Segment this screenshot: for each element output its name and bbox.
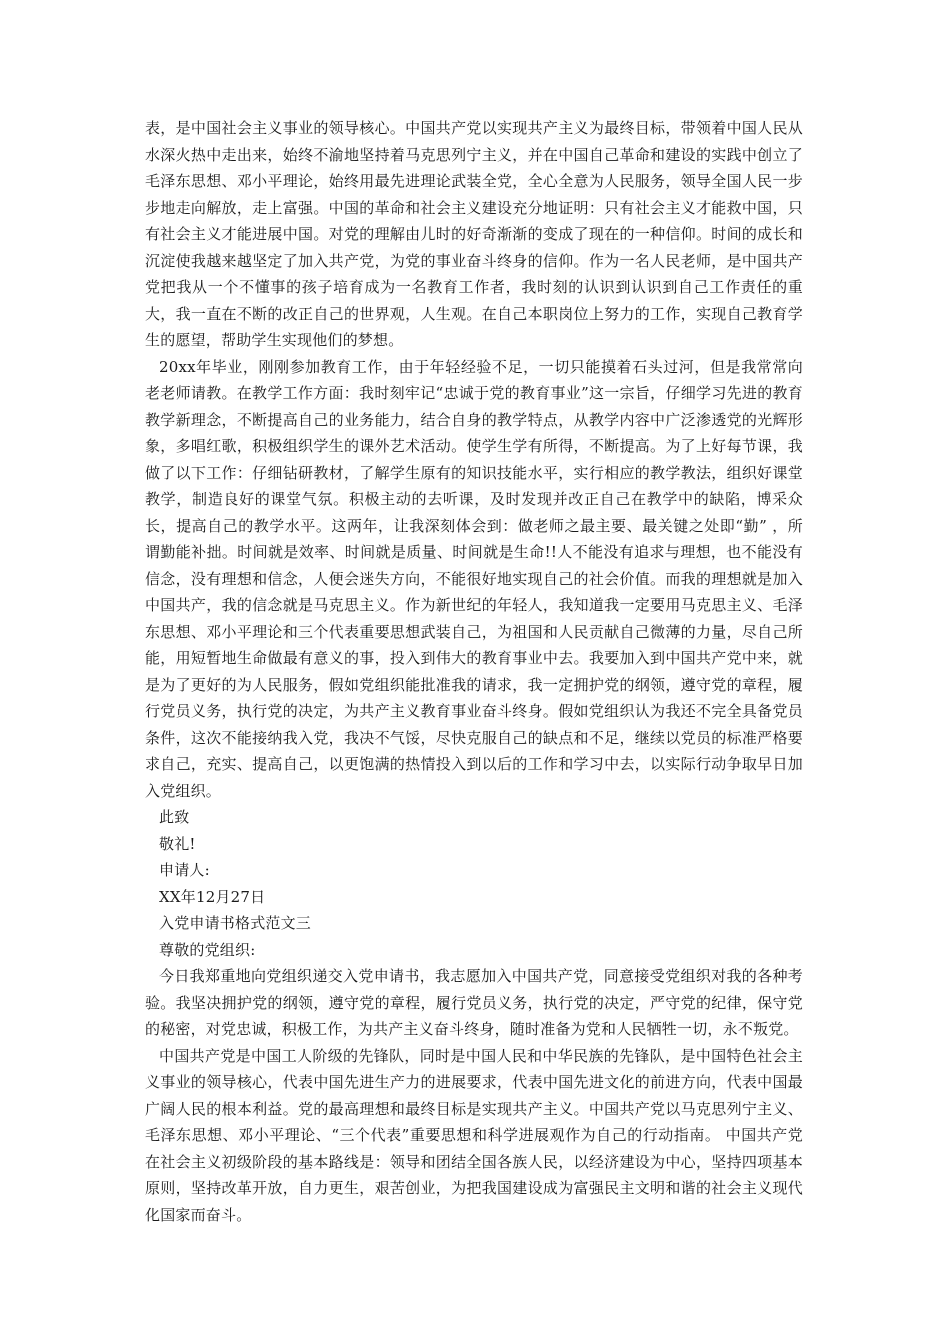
salutation-jing-li: 敬礼! <box>159 834 196 853</box>
applicant-label: 申请人: <box>159 861 210 879</box>
body-paragraph-4: 中国共产党是中国工人阶级的先锋队，同时是中国人民和中华民族的先锋队，是中国特色社会主义事业的领导核心，代表中国先进生产力的进展要求，代表中国先进文化的前进方向，代表中国最广阔人民的根本利益。党的最高理想和最终目标是实现共产主义。中国共产党以马克思列宁主义、毛泽东思想、邓小平理论、“三个代表”重要思想和科学进展观作为自己的行动指南。 中国共产党在社会主义初级阶段的基本路线是：领导和团结全国各族人民，以经济建设为中心，坚持四项基本原则，坚持改革开放，自力更生，艰苦创业，为把我国建设成为富强民主文明和谐的社会主义现代化国家而奋斗。 <box>145 1046 803 1224</box>
greeting: 尊敬的党组织: <box>159 940 256 959</box>
section-title: 入党申请书格式范文三 <box>159 914 312 932</box>
body-paragraph-1: 表，是中国社会主义事业的领导核心。中国共产党以实现共产主义为最终目标，带领着中国人民从水深火热中走出来，始终不渝地坚持着马克思列宁主义，并在中国自己革命和建设的实践中创立了毛泽东思想、邓小平理论，始终用最先进理论武装全党，全心全意为人民服务，领导全国人民一步步地走向解放，走上富强。中国的革命和社会主义建设充分地证明：只有社会主义才能救中国，只有社会主义才能进展中国。对党的理解由儿时的好奇渐渐的变成了现在的一种信仰。时间的成长和沉淀使我越来越坚定了加入共产党，为党的事业奋斗终身的信仰。作为一名人民老师，是中国共产党把我从一个不懂事的孩子培育成为一名教育工作者，我时刻的认识到认识到自己工作责任的重大，我一直在不断的改正自己的世界观，人生观。在自己本职岗位上努力的工作，实现自己教育学生的愿望，帮助学生实现他们的梦想。 <box>145 119 803 349</box>
body-paragraph-3: 今日我郑重地向党组织递交入党申请书，我志愿加入中国共产党，同意接受党组织对我的各种考验。我坚决拥护党的纲领，遵守党的章程，履行党员义务，执行党的决定，严守党的纪律，保守党的秘密，对党忠诚，积极工作，为共产主义奋斗终身，随时准备为党和人民牺牲一切，永不叛党。 <box>145 967 803 1038</box>
body-paragraph-2: 20xx年毕业，刚刚参加教育工作，由于年轻经验不足，一切只能摸着石头过河，但是我常常向老老师请教。在教学工作方面：我时刻牢记“忠诚于党的教育事业”这一宗旨，仔细学习先进的教育教学新理念，不断提高自己的业务能力，结合自身的教学特点，从教学内容中广泛渗透党的光辉形象，多唱红歌，积极组织学生的课外艺术活动。使学生学有所得，不断提高。为了上好每节课，我做了以下工作：仔细钻研教材，了解学生原有的知识技能水平，实行相应的教学教法，组织好课堂教学，制造良好的课堂气氛。积极主动的去听课，及时发现并改正自己在教学中的缺陷，博采众长，提高自己的教学水平。这两年，让我深刻体会到：做老师之最主要、最关键之处即“勤” ，所谓勤能补拙。时间就是效率、时间就是质量、时间就是生命!!人不能没有追求与理想，也不能没有信念，没有理想和信念，人便会迷失方向，不能很好地实现自己的社会价值。而我的理想就是加入中国共产，我的信念就是马克思主义。作为新世纪的年轻人，我知道我一定要用马克思主义、毛泽东思想、邓小平理论和三个代表重要思想武装自己，为祖国和人民贡献自己微薄的力量，尽自己所能，用短暂地生命做最有意义的事，投入到伟大的教育事业中去。我要加入到中国共产党中来，就是为了更好的为人民服务，假如党组织能批准我的请求，我一定拥护党的纲领，遵守党的章程，履行党员义务，执行党的决定，为共产主义教育事业奋斗终身。假如党组织认为我还不完全具备党员条件，这次不能接纳我入党，我决不气馁，尽快克服自己的缺点和不足，继续以党员的标准严格要求自己，充实、提高自己，以更饱满的热情投入到以后的工作和学习中去，以实际行动争取早日加入党组织。 <box>145 357 803 800</box>
document-page <box>145 115 803 1228</box>
salutation-ci-zhi: 此致 <box>159 808 190 826</box>
letter-date: XX年12月27日 <box>159 887 266 906</box>
